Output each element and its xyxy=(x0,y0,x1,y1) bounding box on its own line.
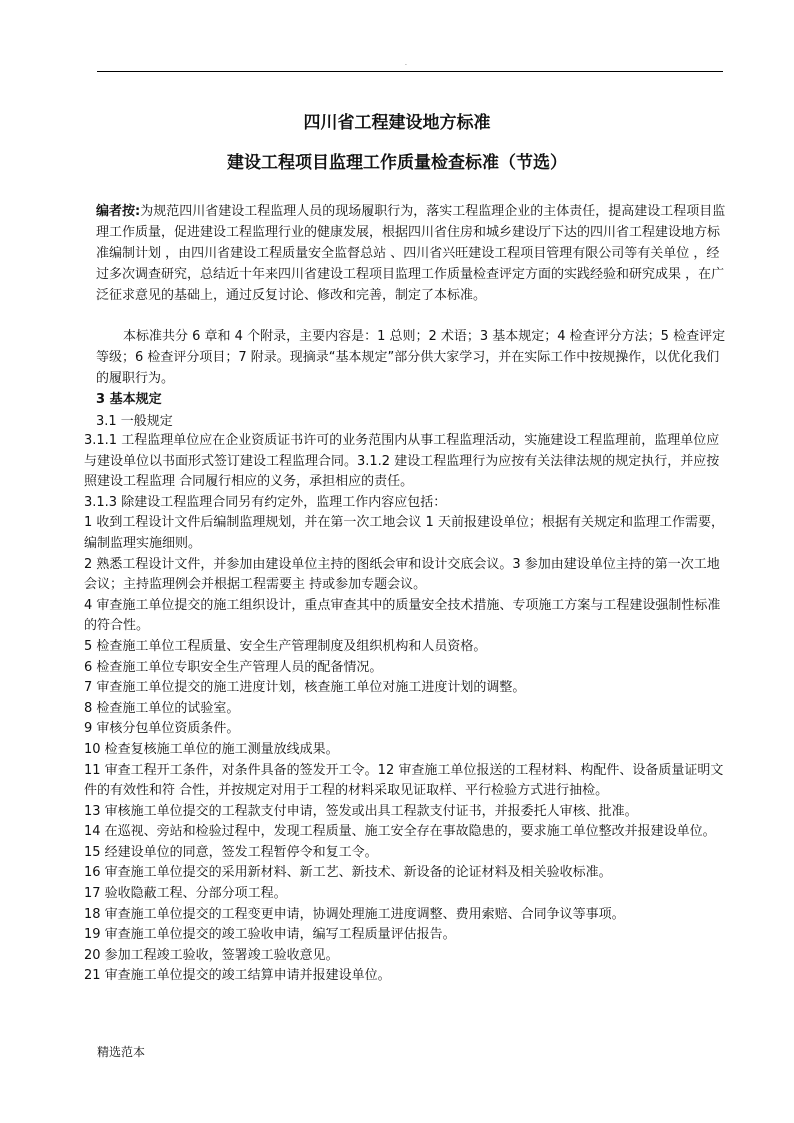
editor-note-text: 为规范四川省建设工程监理人员的现场履职行为，落实工程监理企业的主体责任，提高建设工程项目监理工作质量，促进建设工程监理行业的健康发展，根据四川省住房和城乡建设厅下达的四川省工程建设地方标准编制计划 ，由四川省建设工程质量安全监督总站 、四川省兴旺建设工程项目管理有限公司等有关单位 ，经过多次调查研究，总结近十年来四川省建设工程项目监理工作质量检查评定方面的实践经验和研究成果 ，在广泛征求意见的基础上，通过反复讨论、修改和完善，制定了本标准。 xyxy=(96,204,726,303)
clause-item: 21 审查施工单位提交的竣工结算申请并报建设单位。 xyxy=(84,968,391,984)
clause-item: 3.1.1 工程监理单位应在企业资质证书许可的业务范围内从事工程监理活动，实施建设工程监理前，监理单位应与建设单位以书面形式签订建设工程监理合同。3.1.2 建设工程监理行为应按有关法律法规的规定执行，并应按照建设工程监理 合同履行相应的义务，承担相应的责任。 xyxy=(84,433,720,490)
header-dot: . xyxy=(405,60,407,67)
clause-list xyxy=(84,431,726,987)
clause-item: 20 参加工程竣工验收，签署竣工验收意见。 xyxy=(84,947,339,963)
section-heading: 3 基本规定 xyxy=(96,392,162,407)
clause-item: 19 审查施工单位提交的竣工验收申请，编写工程质量评估报告。 xyxy=(84,927,456,943)
clause-item: 5 检查施工单位工程质量、安全生产管理制度及组织机构和人员资格。 xyxy=(84,638,487,654)
editor-note xyxy=(96,201,726,306)
clause-item: 10 检查复核施工单位的施工测量放线成果。 xyxy=(84,741,339,757)
clause-item: 18 审查施工单位提交的工程变更申请，协调处理施工进度调整、费用索赔、合同争议等事项。 xyxy=(84,906,625,922)
clause-item: 4 审查施工单位提交的施工组织设计，重点审查其中的质量安全技术措施、专项施工方案与工程建设强制性标准的符合性。 xyxy=(84,597,721,634)
editor-note-label: 编者按: xyxy=(96,204,141,219)
clause-item: 9 审核分包单位资质条件。 xyxy=(84,721,240,737)
clause-item: 17 验收隐蔽工程、分部分项工程。 xyxy=(84,886,287,902)
clause-item: 2 熟悉工程设计文件，并参加由建设单位主持的图纸会审和设计交底会议。3 参加由建设单位主持的第一次工地会议；主持监理例会并根据工程需要主 持或参加专题会议。 xyxy=(84,556,720,593)
clause-item: 11 审查工程开工条件，对条件具备的签发开工令。12 审查施工单位报送的工程材料、构配件、设备质量证明文件的有效性和符 合性，并按规定对用于工程的材料采取见证取样、平行检验方式进行抽检。 xyxy=(84,762,724,799)
standard-summary: 本标准共分 6 章和 4 个附录，主要内容是：1 总则；2 术语；3 基本规定；4 检查评分方法；5 检查评定等级；6 检查评分项目；7 附录。现摘录“基本规定”部分供大家学习，并在实际工作中按规操作，以优化我们的履职行为。 xyxy=(96,329,726,386)
clause-item: 13 审核施工单位提交的工程款支付申请，签发或出具工程款支付证书，并报委托人审核、批准。 xyxy=(84,803,638,819)
subsection-heading: 3.1 一般规定 xyxy=(96,414,173,429)
clause-item: 8 检查施工单位的试验室。 xyxy=(84,700,240,716)
header-rule xyxy=(97,71,723,72)
clause-item: 3.1.3 除建设工程监理合同另有约定外，监理工作内容应包括： xyxy=(84,494,447,510)
document-subtitle: 建设工程项目监理工作质量检查标准（节选） xyxy=(227,153,567,173)
document-title: 四川省工程建设地方标准 xyxy=(303,113,491,133)
clause-item: 15 经建设单位的同意，签发工程暂停令和复工令。 xyxy=(84,844,378,860)
clause-item: 6 检查施工单位专职安全生产管理人员的配备情况。 xyxy=(84,659,383,675)
clause-item: 1 收到工程设计文件后编制监理规划，并在第一次工地会议 1 天前报建设单位；根据有关规定和监理工作需要，编制监理实施细则。 xyxy=(84,515,724,551)
clause-item: 7 审查施工单位提交的施工进度计划，核查施工单位对施工进度计划的调整。 xyxy=(84,680,526,696)
clause-item: 14 在巡视、旁站和检验过程中，发现工程质量、施工安全存在事故隐患的，要求施工单位整改并报建设单位。 xyxy=(84,824,716,840)
footer-text: 精选范本 xyxy=(97,1045,146,1059)
clause-item: 16 审查施工单位提交的采用新材料、新工艺、新技术、新设备的论证材料及相关验收标准。 xyxy=(84,865,612,881)
